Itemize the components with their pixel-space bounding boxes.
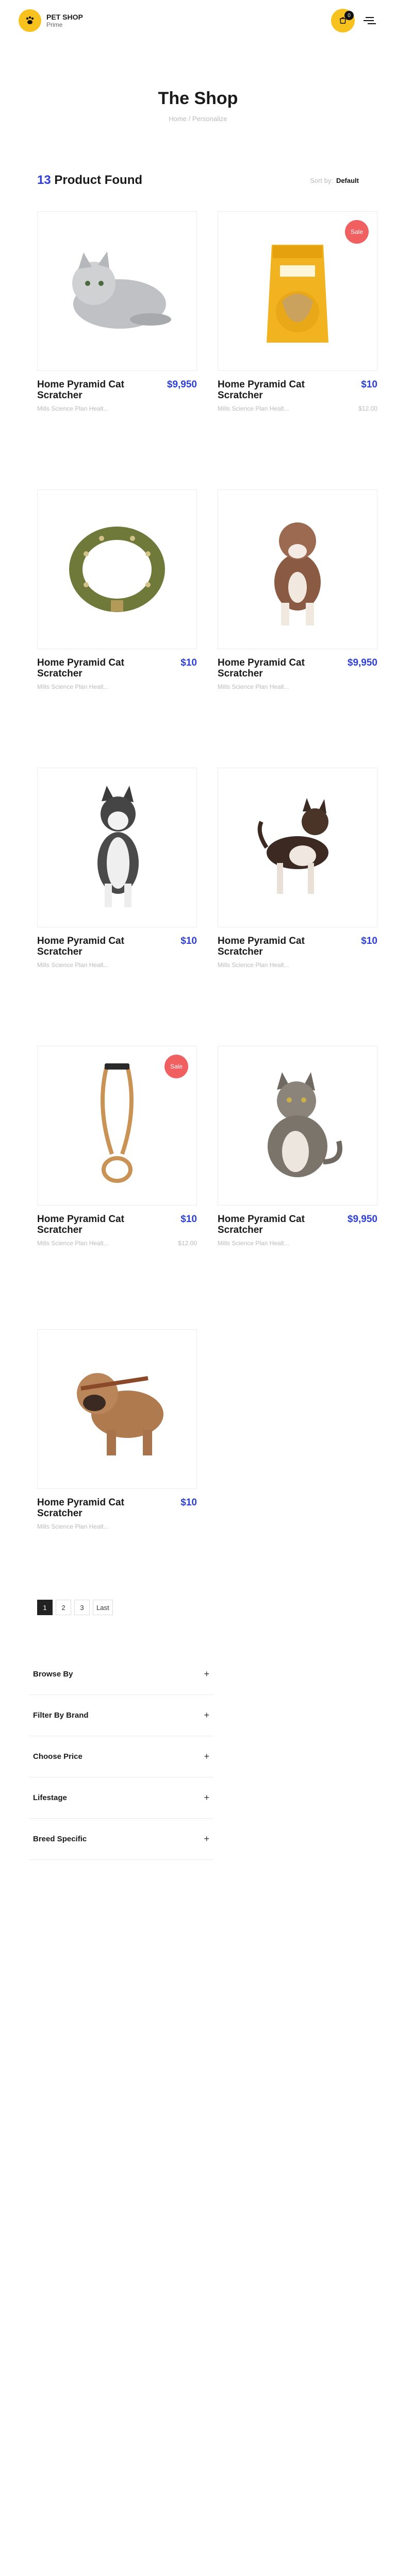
product-price: $10 [361, 936, 377, 946]
sale-badge: Sale [164, 1055, 188, 1078]
product-desc: Mills Science Plan Healt... [218, 405, 289, 412]
plus-icon: + [204, 1751, 209, 1761]
product-info [37, 657, 197, 679]
product-price: $10 [180, 1214, 197, 1225]
product-title[interactable]: Home Pyramid Cat Scratcher [37, 1497, 124, 1519]
product-info [218, 936, 377, 957]
logo-title: PET SHOP [46, 13, 83, 21]
product-image[interactable] [218, 489, 377, 649]
product-info [218, 379, 377, 401]
filter-lifestage[interactable] [29, 1777, 213, 1819]
sort-value: Default [336, 176, 359, 184]
product-desc-row [37, 405, 197, 412]
filter-label: Filter By Brand [33, 1711, 89, 1720]
product-image[interactable] [37, 1329, 197, 1489]
product-card[interactable] [37, 1046, 197, 1247]
tabby-cat-image-icon [246, 1069, 349, 1182]
product-image[interactable] [37, 211, 197, 371]
product-info [37, 379, 197, 401]
plus-icon: + [204, 1792, 209, 1803]
product-desc-row [37, 1240, 197, 1247]
bulldog-image-icon [60, 1358, 174, 1461]
puppy-image-icon [256, 510, 339, 629]
page-title: The Shop [158, 89, 238, 108]
filter-label: Lifestage [33, 1793, 67, 1802]
product-desc: Mills Science Plan Healt... [37, 1523, 109, 1530]
header-actions [331, 9, 377, 32]
page-1-button[interactable]: 1 [37, 1600, 53, 1615]
product-card[interactable] [37, 489, 197, 690]
filter-label: Breed Specific [33, 1835, 87, 1843]
product-image[interactable] [218, 1046, 377, 1206]
breadcrumb [0, 115, 396, 123]
husky-image-icon [76, 786, 158, 909]
product-title[interactable]: Home Pyramid Cat Scratcher [218, 379, 305, 401]
filter-accordion [29, 1654, 213, 1860]
product-desc: Mills Science Plan Healt... [37, 961, 109, 969]
product-old-price: $12.00 [358, 405, 377, 412]
product-title[interactable]: Home Pyramid Cat Scratcher [37, 936, 124, 957]
terrier-image-icon [246, 796, 349, 899]
collar-image-icon [65, 518, 169, 621]
plus-icon: + [204, 1669, 209, 1679]
product-title[interactable]: Home Pyramid Cat Scratcher [37, 379, 124, 401]
filter-brand[interactable] [29, 1695, 213, 1736]
product-image[interactable] [37, 489, 197, 649]
page-2-button[interactable]: 2 [56, 1600, 71, 1615]
cat-image-icon [58, 242, 176, 340]
product-price: $10 [180, 657, 197, 668]
product-image[interactable] [218, 768, 377, 927]
product-card[interactable] [37, 211, 197, 412]
filter-label: Browse By [33, 1670, 73, 1679]
shop-toolbar [0, 170, 396, 191]
product-image[interactable] [37, 768, 197, 927]
sort-label: Sort by: [310, 176, 333, 184]
product-desc-row [218, 683, 377, 690]
product-info [37, 936, 197, 957]
product-desc: Mills Science Plan Healt... [37, 1240, 109, 1247]
paw-logo-icon [19, 9, 41, 32]
sale-badge: Sale [345, 220, 369, 244]
product-desc-row [218, 1240, 377, 1247]
product-desc: Mills Science Plan Healt... [37, 405, 109, 412]
pagination [37, 1600, 113, 1615]
product-title[interactable]: Home Pyramid Cat Scratcher [218, 657, 305, 679]
product-price: $9,950 [167, 379, 197, 390]
breadcrumb-current: Personalize [192, 115, 227, 123]
sort-select[interactable] [310, 177, 359, 184]
plus-icon: + [204, 1834, 209, 1844]
product-image[interactable] [37, 1046, 197, 1206]
product-price: $9,950 [347, 1214, 377, 1225]
product-count [37, 173, 142, 188]
product-image[interactable] [218, 211, 377, 371]
filter-breed[interactable] [29, 1819, 213, 1860]
product-desc-row [218, 405, 377, 412]
product-info [218, 657, 377, 679]
filter-price[interactable] [29, 1736, 213, 1777]
food-bag-image-icon [261, 234, 334, 348]
product-card[interactable] [218, 211, 377, 412]
hamburger-icon [364, 16, 376, 25]
logo-text [46, 13, 83, 28]
product-desc-row [37, 961, 197, 969]
product-info [218, 1214, 377, 1235]
product-desc-row [37, 683, 197, 690]
product-info [37, 1214, 197, 1235]
product-price: $10 [180, 936, 197, 946]
product-desc: Mills Science Plan Healt... [218, 961, 289, 969]
product-desc: Mills Science Plan Healt... [218, 683, 289, 690]
site-logo[interactable] [19, 9, 83, 32]
filter-browse-by[interactable] [29, 1654, 213, 1695]
page-3-button[interactable]: 3 [74, 1600, 90, 1615]
product-card[interactable] [218, 1046, 377, 1247]
breadcrumb-separator: / [188, 115, 191, 123]
product-card[interactable] [218, 489, 377, 690]
product-desc-row [218, 961, 377, 969]
filter-label: Choose Price [33, 1752, 82, 1761]
product-count-label: Product Found [54, 173, 143, 187]
cart-button[interactable] [331, 9, 355, 32]
product-desc: Mills Science Plan Healt... [37, 683, 109, 690]
menu-button[interactable] [362, 13, 377, 28]
product-price: $10 [180, 1497, 197, 1508]
breadcrumb-home[interactable]: Home [169, 115, 187, 123]
product-title[interactable]: Home Pyramid Cat Scratcher [218, 936, 305, 957]
product-card[interactable] [218, 768, 377, 969]
product-info [37, 1497, 197, 1519]
product-title[interactable]: Home Pyramid Cat Scratcher [37, 657, 124, 679]
product-count-number: 13 [37, 173, 51, 187]
cart-count-badge: 0 [344, 11, 354, 20]
product-price: $9,950 [347, 657, 377, 668]
page-title-section [0, 41, 396, 170]
chain-leash-image-icon [86, 1061, 148, 1190]
product-card[interactable] [37, 1329, 197, 1530]
logo-subtitle: Prime [46, 21, 63, 28]
product-grid [0, 191, 396, 1628]
product-title[interactable]: Home Pyramid Cat Scratcher [37, 1214, 124, 1235]
product-desc: Mills Science Plan Healt... [218, 1240, 289, 1247]
product-price: $10 [361, 379, 377, 390]
product-title[interactable]: Home Pyramid Cat Scratcher [218, 1214, 305, 1235]
plus-icon: + [204, 1710, 209, 1720]
product-old-price: $12.00 [178, 1240, 197, 1247]
last-page-button[interactable]: Last [93, 1600, 113, 1615]
site-header [0, 0, 396, 41]
product-card[interactable] [37, 768, 197, 969]
product-desc-row [37, 1523, 197, 1530]
